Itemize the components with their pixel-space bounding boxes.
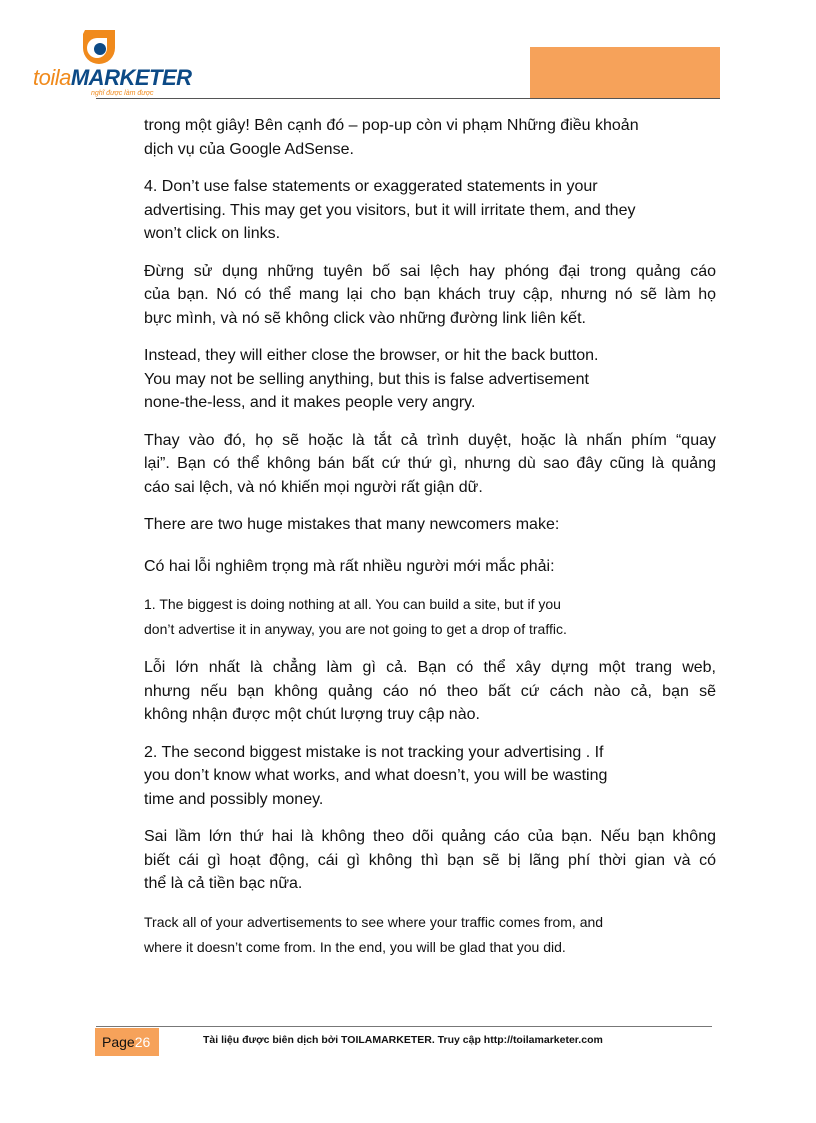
paragraph (144, 741, 716, 812)
text-line: lại”. Bạn có thể không bán bất cứ thứ gì, nhưng dù sao đây cũng là quảng (144, 455, 716, 472)
text-line: Track all of your advertisements to see where your traffic comes from, and (144, 913, 604, 930)
brand-logo (33, 22, 192, 102)
paragraph (144, 592, 716, 642)
text-line: nhưng nếu bạn không quảng cáo nó theo bất cứ cách nào cả, bạn sẽ (144, 682, 716, 700)
text-line: Lỗi lớn nhất là chẳng làm gì cả. Bạn có thể xây dựng một trang web, (144, 659, 716, 676)
paragraph (144, 175, 716, 246)
text-line: cáo sai lệch, và nó khiến mọi người rất giận dữ. (144, 478, 483, 496)
text-line: không nhận được một chút lượng truy cập nào. (144, 706, 480, 723)
text-line: trong một giây! Bên cạnh đó – pop-up còn vi phạm Những điều khoản (144, 117, 639, 134)
text-line: thể là cả tiền bạc nữa. (144, 875, 303, 892)
leaf-logo-icon (79, 28, 121, 68)
paragraph (144, 260, 716, 331)
text-line: Đừng sử dụng những tuyên bố sai lệch hay phóng đại trong quảng cáo (144, 262, 716, 280)
paragraph (144, 656, 716, 727)
text-line: you don’t know what works, and what doesn’t, you will be wasting (144, 767, 608, 784)
paragraph (144, 555, 716, 579)
page-number-box (95, 1028, 159, 1056)
text-line: 2. The second biggest mistake is not tracking your advertising . If (144, 743, 604, 761)
text-line: You may not be selling anything, but this is false advertisement (144, 370, 589, 388)
logo-wordmark (33, 66, 192, 90)
footer-credit: Tài liệu được biên dịch bởi TOILAMARKETER. Truy cập http://toilamarketer.com (203, 1034, 603, 1046)
header-accent-box (530, 47, 720, 98)
text-line: time and possibly money. (144, 790, 324, 808)
text-line: của bạn. Nó có thể mang lại cho bạn khách truy cập, nhưng nó sẽ làm họ (144, 286, 716, 303)
paragraph (144, 513, 716, 537)
page-number: 26 (134, 1034, 151, 1050)
text-line: Có hai lỗi nghiêm trọng mà rất nhiều người mới mắc phải: (144, 557, 555, 575)
paragraph (144, 910, 716, 960)
footer-divider (96, 1026, 712, 1027)
text-line: advertising. This may get you visitors, but it will irritate them, and they (144, 201, 636, 219)
page-label: Page (102, 1034, 135, 1050)
text-line: dịch vụ của Google AdSense. (144, 140, 354, 158)
paragraph (144, 344, 716, 415)
text-line: There are two huge mistakes that many newcomers make: (144, 516, 560, 533)
text-line: bực mình, và nó sẽ không click vào những đường link liên kết. (144, 309, 586, 327)
text-line: 1. The biggest is doing nothing at all. You can build a site, but if you (144, 596, 561, 612)
text-line: 4. Don’t use false statements or exaggerated statements in your (144, 178, 598, 195)
text-line: won’t click on links. (144, 225, 281, 242)
text-line: don’t advertise it in anyway, you are not going to get a drop of traffic. (144, 621, 567, 637)
text-line: Instead, they will either close the browser, or hit the back button. (144, 347, 599, 364)
paragraph (144, 825, 716, 896)
text-line: Thay vào đó, họ sẽ hoặc là tắt cả trình duyệt, hoặc là nhấn phím “quay (144, 431, 716, 449)
paragraph (144, 429, 716, 500)
page-content (144, 114, 716, 960)
logo-tagline: nghĩ được làm được (91, 90, 154, 97)
header-divider (96, 98, 720, 99)
logo-prefix: toila (33, 65, 71, 90)
text-line: none-the-less, and it makes people very angry. (144, 394, 476, 411)
text-line: biết cái gì hoạt động, cái gì không thì bạn sẽ bị lãng phí thời gian và có (144, 851, 716, 869)
text-line: where it doesn’t come from. In the end, you will be glad that you did. (144, 938, 566, 955)
paragraph (144, 114, 716, 161)
text-line: Sai lầm lớn thứ hai là không theo dõi quảng cáo của bạn. Nếu bạn không (144, 828, 716, 845)
logo-brand: MARKETER (70, 65, 192, 90)
